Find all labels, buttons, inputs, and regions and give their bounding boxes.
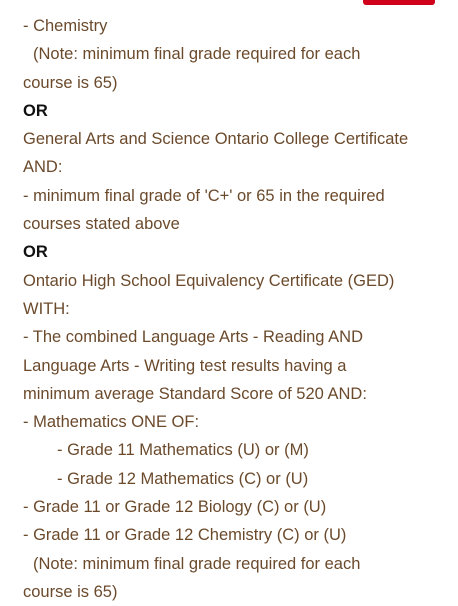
requirement-line: - Chemistry [23,17,108,35]
requirement-line: WITH: [23,299,70,318]
or-separator: OR [23,243,48,262]
top-action-button-edge[interactable] [363,0,435,5]
sub-requirement-line: - Grade 11 Mathematics (U) or (M) [57,441,309,460]
requirement-heading: General Arts and Science Ontario College Certificate [23,130,409,149]
note-line: course is 65) [23,582,118,601]
requirement-line: - Grade 11 or Grade 12 Chemistry (C) or (U) [23,526,347,545]
requirement-line: Language Arts - Writing test results having a [23,356,347,375]
or-separator: OR [23,101,48,120]
note-line: course is 65) [23,73,118,92]
requirement-line: - minimum final grade of 'C+' or 65 in the required [23,186,385,205]
requirement-line: - Grade 11 or Grade 12 Biology (C) or (U) [23,498,327,517]
requirement-line: minimum average Standard Score of 520 AND: [23,384,367,403]
sub-requirement-line: - Grade 12 Mathematics (C) or (U) [57,469,309,488]
note-line: (Note: minimum final grade required for each [33,554,361,573]
note-line: (Note: minimum final grade required for each [33,45,361,64]
requirement-line: - Mathematics ONE OF: [23,413,200,432]
admission-requirements-text [23,12,443,606]
requirement-line: - The combined Language Arts - Reading AND [23,328,363,347]
requirement-line: AND: [23,158,63,177]
requirement-line: courses stated above [23,215,180,234]
requirement-heading: Ontario High School Equivalency Certificate (GED) [23,271,395,290]
